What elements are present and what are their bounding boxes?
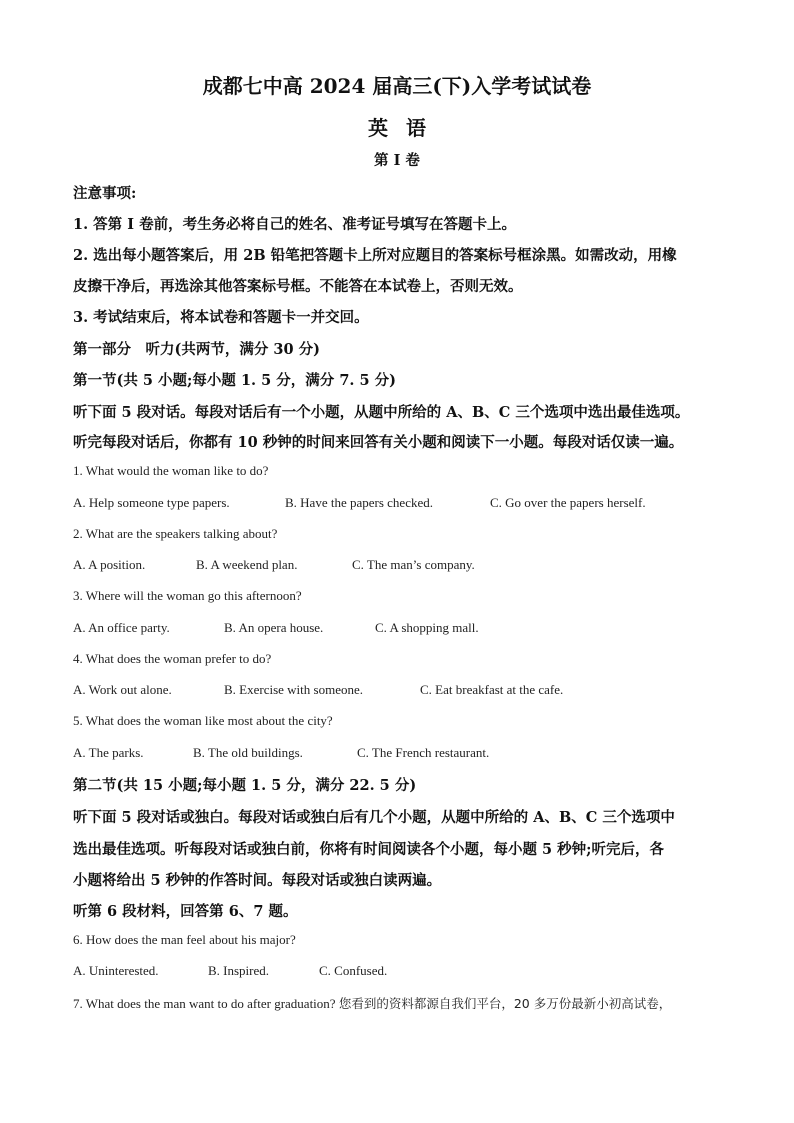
- question-text: 6. How does the man feel about his major?: [73, 932, 296, 947]
- option-b: B. Exercise with someone.: [224, 682, 363, 697]
- part-heading: 第一部分 听力(共两节，满分 30 分): [73, 341, 320, 358]
- option-c: C. Go over the papers herself.: [490, 495, 646, 510]
- option-b: B. Have the papers checked.: [285, 495, 433, 510]
- question-text: [73, 994, 671, 1012]
- option-a: A. A position.: [73, 557, 146, 572]
- option-c: C. Confused.: [319, 963, 388, 978]
- section-heading: 第一节(共 5 小题;每小题 1. 5 分，满分 7. 5 分): [73, 372, 396, 389]
- instruction-line: 选出最佳选项。听每段对话或独白前，你将有时间阅读各个小题，每小题 5 秒钟;听完后，各: [73, 841, 665, 858]
- note-line: 皮擦干净后，再选涂其他答案标号框。不能答在本试卷上，否则无效。: [73, 278, 523, 295]
- watermark-ad-text: 您看到的资料都源自我们平台，20 多万份最新小初高试卷，: [338, 996, 672, 1011]
- material-label: 听第 6 段材料，回答第 6、7 题。: [73, 903, 298, 920]
- question-7-text: 7. What does the man want to do after graduation?: [73, 996, 336, 1011]
- exam-title: 成都七中高 2024 届高三(下)入学考试试卷: [202, 74, 592, 98]
- instruction-line: 小题将给出 5 秒钟的作答时间。每段对话或独白读两遍。: [73, 872, 442, 889]
- volume-label: 第 I 卷: [374, 152, 420, 169]
- question-text: 2. What are the speakers talking about?: [73, 526, 278, 541]
- option-b: B. An opera house.: [224, 620, 324, 635]
- question-text: 5. What does the woman like most about the city?: [73, 713, 333, 728]
- notes-heading: 注意事项:: [73, 185, 137, 202]
- subject-title: 英语: [368, 116, 444, 140]
- option-c: C. Eat breakfast at the cafe.: [420, 682, 564, 697]
- question-text: 1. What would the woman like to do?: [73, 463, 269, 478]
- option-a: A. Work out alone.: [73, 682, 172, 697]
- option-a: A. Help someone type papers.: [73, 495, 230, 510]
- option-c: C. A shopping mall.: [375, 620, 479, 635]
- instruction-line: 听完每段对话后，你都有 10 秒钟的时间来回答有关小题和阅读下一小题。每段对话仅读一遍。: [73, 434, 684, 451]
- section-heading: 第二节(共 15 小题;每小题 1. 5 分，满分 22. 5 分): [73, 777, 417, 794]
- option-a: A. An office party.: [73, 620, 170, 635]
- option-b: B. The old buildings.: [193, 745, 303, 760]
- note-line: 1. 答第 I 卷前，考生务必将自己的姓名、准考证号填写在答题卡上。: [73, 216, 517, 233]
- option-b: B. Inspired.: [208, 963, 270, 978]
- question-text: 3. Where will the woman go this afternoon?: [73, 588, 302, 603]
- option-a: A. Uninterested.: [73, 963, 159, 978]
- question-text: 4. What does the woman prefer to do?: [73, 651, 272, 666]
- instruction-line: 听下面 5 段对话。每段对话后有一个小题，从题中所给的 A、B、C 三个选项中选出最佳选项。: [73, 404, 690, 421]
- note-line: 2. 选出每小题答案后，用 2B 铅笔把答题卡上所对应题目的答案标号框涂黑。如需改动，用橡: [73, 247, 677, 264]
- option-b: B. A weekend plan.: [196, 557, 298, 572]
- option-c: C. The French restaurant.: [357, 745, 490, 760]
- note-line: 3. 考试结束后，将本试卷和答题卡一并交回。: [73, 309, 369, 326]
- instruction-line: 听下面 5 段对话或独白。每段对话或独白后有几个小题，从题中所给的 A、B、C 三个选项中: [73, 809, 675, 826]
- option-a: A. The parks.: [73, 745, 144, 760]
- option-c: C. The man’s company.: [352, 557, 475, 572]
